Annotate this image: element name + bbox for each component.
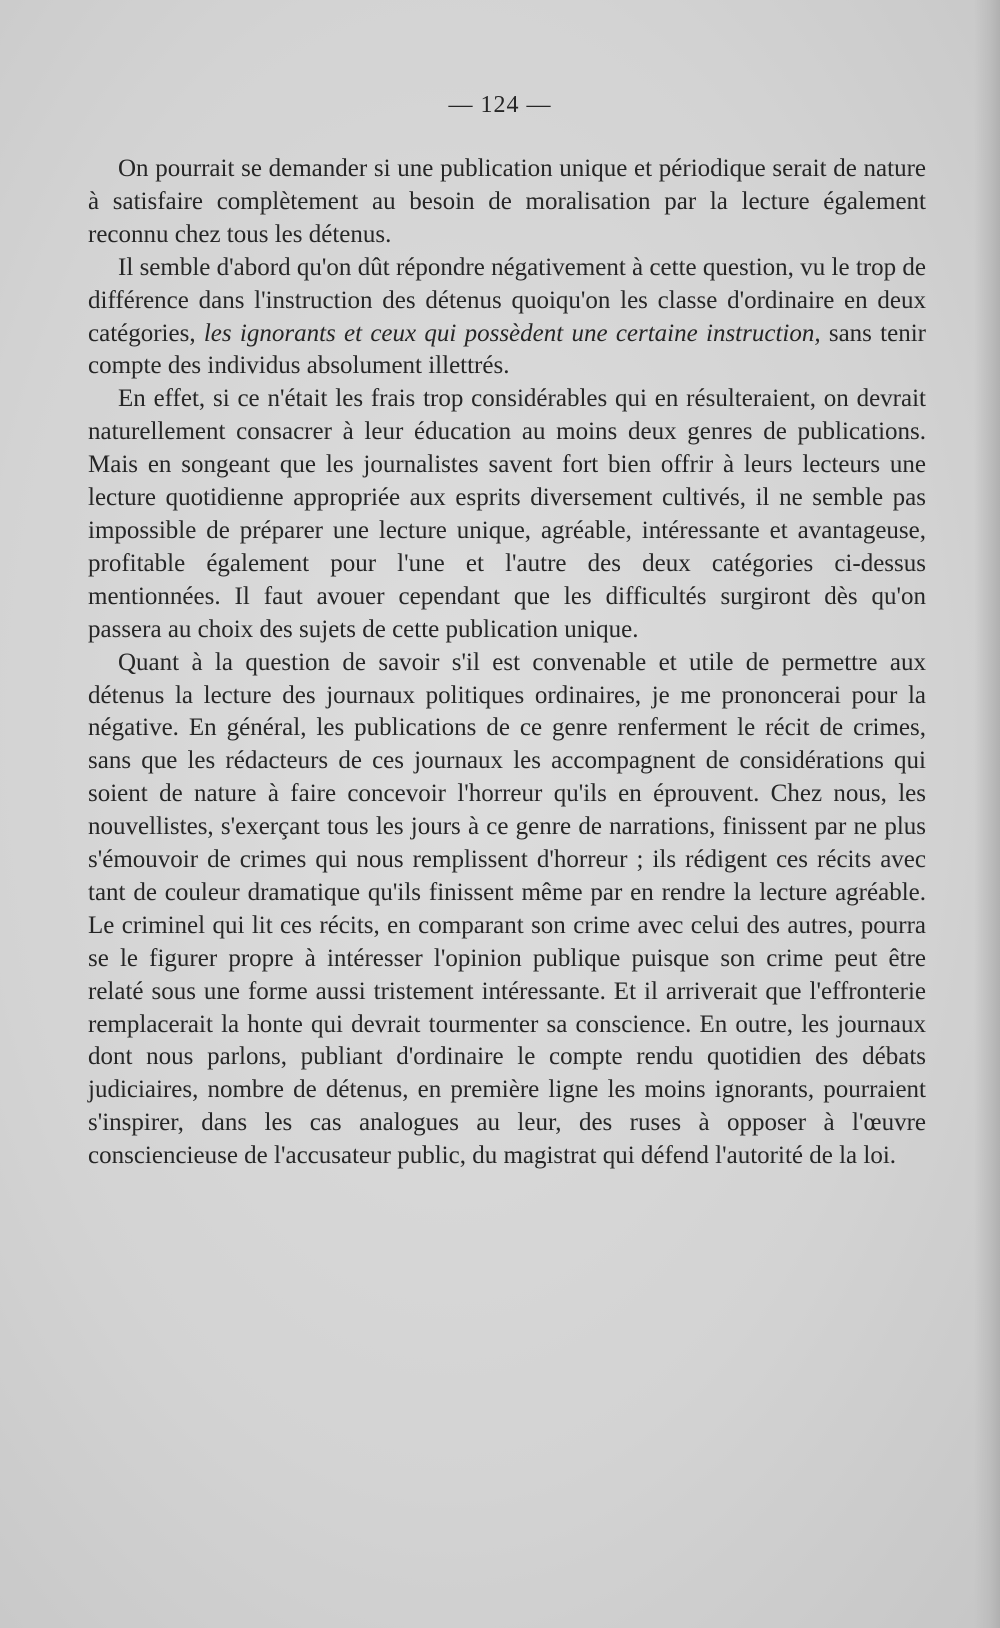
paragraph-2-end: sans tenir compte des individus absolument illettrés.	[88, 319, 926, 380]
paragraph-4: Quant à la question de savoir s'il est convenable et utile de permettre aux détenus la lecture des journaux politiques ordinaires, je me prononcerai pour la négative. En général, les publications de ce genre renferment le récit de crimes, sans que les rédacteurs de ces journaux les accompagnent de considérations qui soient de nature à faire concevoir l'horreur qu'ils en éprouvent. Chez nous, les nouvellistes, s'exerçant tous les jours à ce genre de narrations, finissent par ne plus s'émouvoir de crimes qui nous remplissent d'horreur ; ils rédigent ces récits avec tant de couleur dramatique qu'ils finissent même par en rendre la lecture agréable. Le criminel qui lit ces récits, en comparant son crime avec celui des autres, pourra se le figurer propre à intéresser l'opinion publique puisque son crime peut être relaté sous une forme aussi tristement intéressante. Et il arriverait que l'effronterie remplacerait la honte qui devrait tourmenter sa conscience. En outre, les journaux dont nous parlons, publiant d'ordinaire le compte rendu quotidien des débats judiciaires, nombre de détenus, en première ligne les moins ignorants, pourraient s'inspirer, dans les cas analogues au leur, des ruses à opposer à l'œuvre consciencieuse de l'accusateur public, du magistrat qui défend l'autorité de la loi.	[88, 648, 926, 1170]
paragraph-2-start: Il semble d'abord qu'on dût répondre négativement à cette question, vu le trop de différence dans l'instruction des détenus quoiqu'on les classe d'ordinaire en deux catégories,	[88, 253, 926, 347]
paragraph-2-italic: les ignorants et ceux qui possèdent une certaine instruction,	[203, 319, 821, 347]
page-number: — 124 —	[448, 92, 552, 118]
page-gutter-shadow	[974, 0, 1000, 1628]
paragraph-3: En effet, si ce n'était les frais trop considérables qui en résulteraient, on devrait naturellement consacrer à leur éducation au moins deux genres de publications. Mais en songeant que les journalistes savent fort bien offrir à leurs lecteurs une lecture quotidienne appropriée aux esprits diversement cultivés, il ne semble pas impossible de préparer une lecture unique, agréable, intéressante et avantageuse, profitable également pour l'une et l'autre des deux catégories ci-dessus mentionnées. Il faut avouer cependant que les difficultés surgiront dès qu'on passera au choix des sujets de cette publication unique.	[88, 385, 926, 643]
paragraph-2	[88, 252, 926, 384]
body-text	[88, 153, 926, 1173]
paragraph-1: On pourrait se demander si une publication unique et périodique serait de nature à satisfaire complètement au besoin de moralisation par la lecture également reconnu chez tous les détenus.	[88, 155, 926, 248]
